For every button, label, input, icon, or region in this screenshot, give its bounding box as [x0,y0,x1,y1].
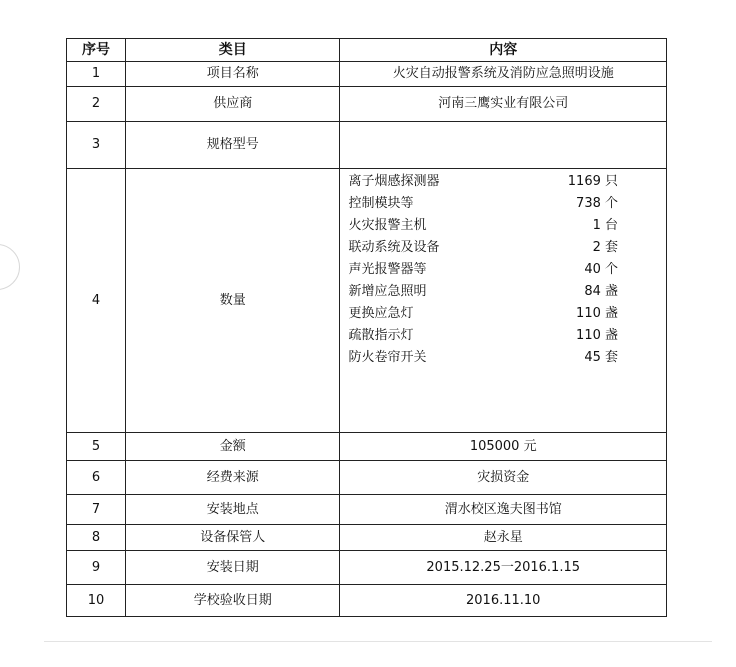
row-category: 规格型号 [126,122,340,169]
row-no: 2 [67,87,126,122]
list-item [348,193,666,215]
row-content: 赵永星 [340,525,667,551]
quantity-name: 声光报警器等 [348,262,427,277]
quantity-count: 45 套 [584,350,618,365]
row-no: 9 [67,551,126,585]
list-item [348,259,666,281]
table-header-row [67,39,667,62]
row-no: 3 [67,122,126,169]
quantity-count: 110 盏 [576,306,618,321]
divider [44,641,712,642]
row-no: 7 [67,495,126,525]
row-category: 经费来源 [126,461,340,495]
list-item [348,347,666,369]
row-category: 安装地点 [126,495,340,525]
header-content: 内容 [340,39,667,62]
table-row [67,122,667,169]
list-item [348,303,666,325]
table-row [67,461,667,495]
list-item [348,325,666,347]
list-item [348,171,666,193]
equipment-record-table [66,38,667,617]
row-no: 5 [67,433,126,461]
row-content: 105000 元 [340,433,667,461]
row-category: 供应商 [126,87,340,122]
table-row [67,433,667,461]
row-no: 4 [67,169,126,433]
list-item [348,237,666,259]
quantity-name: 疏散指示灯 [348,328,414,343]
quantity-count: 84 盏 [584,284,618,299]
list-item [348,215,666,237]
table-row [67,169,667,433]
quantity-list [340,169,666,369]
row-content: 渭水校区逸夫图书馆 [340,495,667,525]
quantity-count: 2 套 [592,240,618,255]
row-content: 火灾自动报警系统及消防应急照明设施 [340,62,667,87]
quantity-count: 110 盏 [576,328,618,343]
quantity-count: 1169 只 [567,174,618,189]
quantity-name: 火灾报警主机 [348,218,427,233]
table-row [67,87,667,122]
row-content [340,122,667,169]
row-no: 6 [67,461,126,495]
quantity-cell [340,169,667,433]
row-no: 8 [67,525,126,551]
quantity-count: 738 个 [576,196,618,211]
row-category: 项目名称 [126,62,340,87]
row-category: 设备保管人 [126,525,340,551]
table-row [67,495,667,525]
table-row [67,551,667,585]
row-content: 灾损资金 [340,461,667,495]
quantity-name: 更换应急灯 [348,306,414,321]
row-no: 10 [67,585,126,617]
row-category: 数量 [126,169,340,433]
header-no: 序号 [67,39,126,62]
quantity-name: 防火卷帘开关 [348,350,427,365]
row-category: 金额 [126,433,340,461]
row-category: 安装日期 [126,551,340,585]
quantity-name: 控制模块等 [348,196,414,211]
table-row [67,585,667,617]
list-item [348,281,666,303]
row-category: 学校验收日期 [126,585,340,617]
side-nav-circle[interactable] [0,244,20,290]
quantity-name: 新增应急照明 [348,284,427,299]
quantity-count: 40 个 [584,262,618,277]
row-content: 河南三鹰实业有限公司 [340,87,667,122]
row-content: 2015.12.25一2016.1.15 [340,551,667,585]
quantity-name: 联动系统及设备 [348,240,440,255]
table-row [67,62,667,87]
row-content: 2016.11.10 [340,585,667,617]
quantity-count: 1 台 [592,218,618,233]
table-row [67,525,667,551]
quantity-name: 离子烟感探测器 [348,174,440,189]
row-no: 1 [67,62,126,87]
header-category: 类目 [126,39,340,62]
